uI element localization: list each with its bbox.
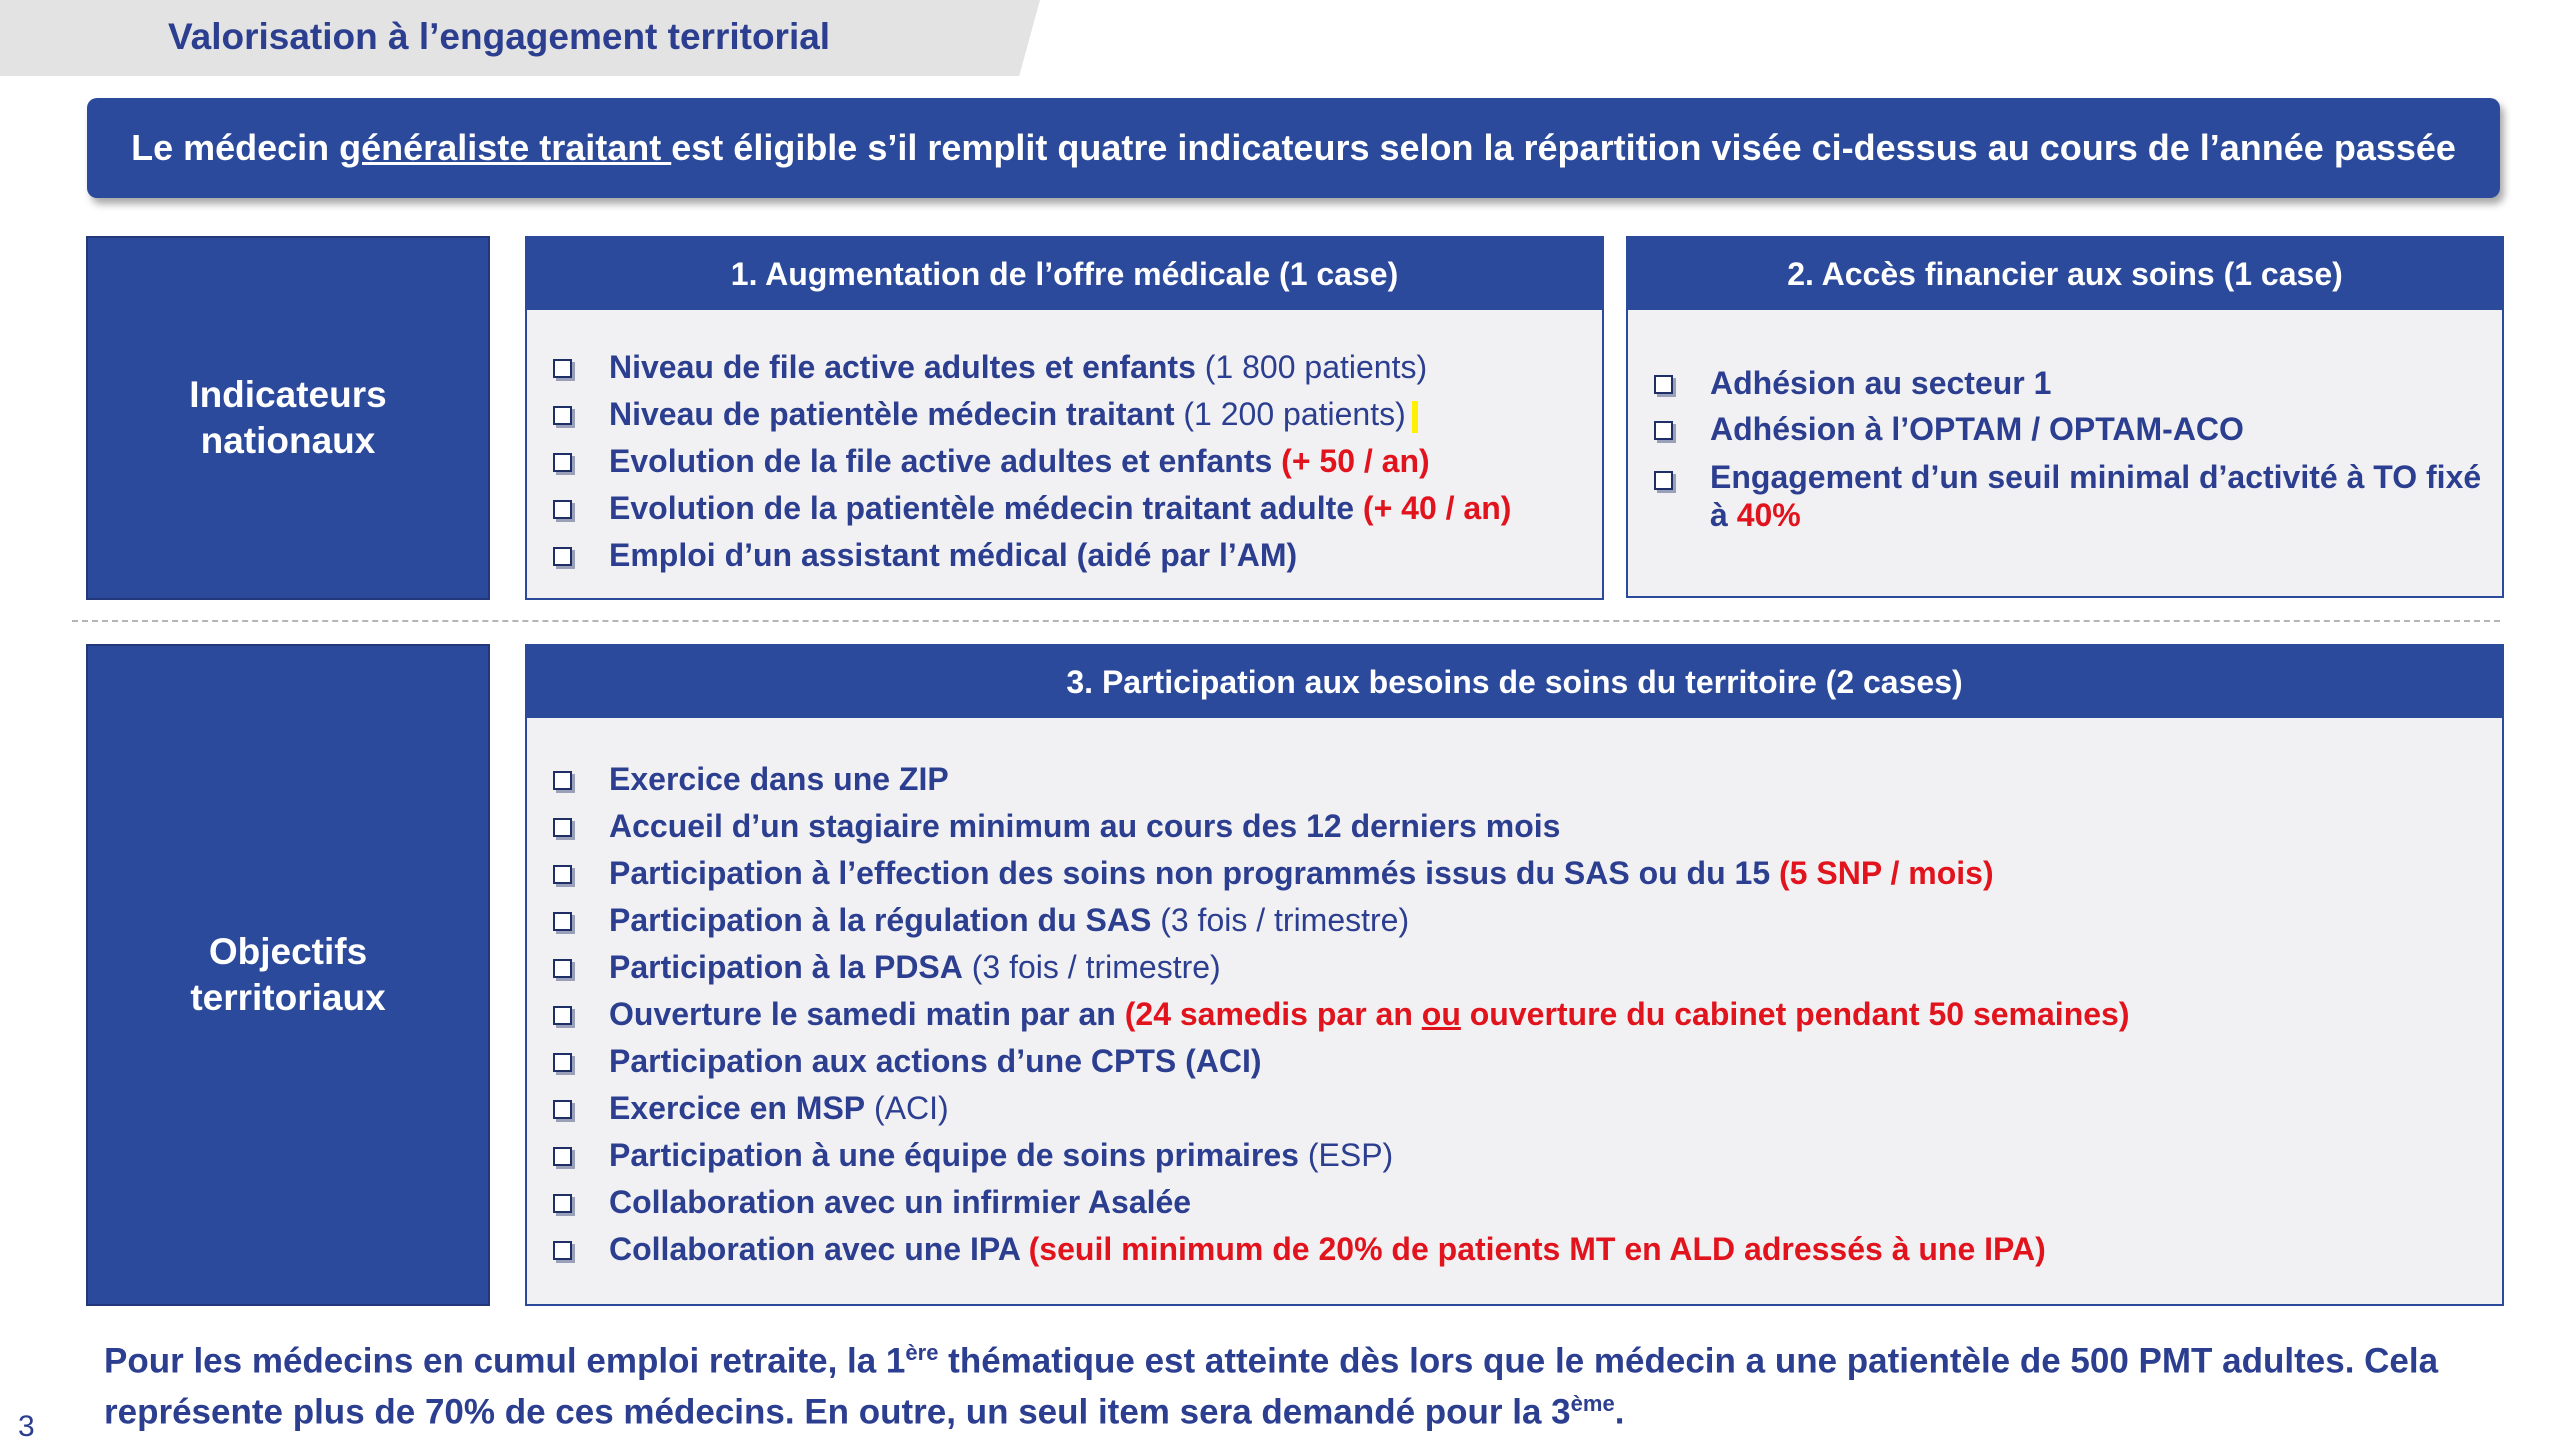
item-detail (1354, 490, 1363, 526)
checkbox-icon (1654, 421, 1673, 440)
checkbox-icon (553, 500, 572, 519)
item-highlight: (+ 50 / an) (1281, 443, 1430, 479)
checkbox-icon (553, 1147, 572, 1166)
item-label: Niveau de patientèle médecin traitant (609, 396, 1175, 432)
item-detail: (1 200 patients) (1174, 396, 1406, 432)
item-highlight: (5 SNP / mois) (1779, 855, 1994, 891)
checklist-item (549, 1226, 2482, 1273)
item-label: Collaboration avec une IPA (609, 1231, 1029, 1267)
checkbox-icon (553, 453, 572, 472)
item-highlight: (24 samedis par an (1124, 996, 1422, 1032)
checklist-item (549, 897, 2482, 944)
checkbox-icon (553, 1194, 572, 1213)
item-label: Adhésion au secteur 1 (1710, 365, 2052, 401)
checkbox-icon (553, 1053, 572, 1072)
checkbox-icon (553, 1100, 572, 1119)
panel-offre-medicale (525, 236, 1604, 600)
checkbox-icon (553, 818, 572, 837)
item-label: Niveau de file active adultes et enfants (609, 349, 1196, 385)
footnote-superscript: ère (905, 1340, 939, 1365)
panel-item-list (1650, 360, 2482, 534)
side-label-territoriaux (86, 644, 490, 1306)
item-label: Evolution de la patientèle médecin traitant adulte (609, 490, 1355, 526)
checkbox-icon (553, 771, 572, 790)
item-highlight: 40% (1736, 497, 1801, 533)
panel-item-list (549, 344, 1582, 579)
checkbox-icon (553, 912, 572, 931)
banner-text-underlined: généraliste traitant (339, 127, 672, 168)
item-label: Ouverture le samedi matin par an (609, 996, 1125, 1032)
checklist-item (549, 1179, 2482, 1226)
item-label: Participation à la régulation du SAS (609, 902, 1152, 938)
footnote (104, 1332, 2504, 1433)
item-highlight: ouverture du cabinet pendant 50 semaines) (1460, 996, 2130, 1032)
checkbox-icon (553, 547, 572, 566)
item-label: Participation à l’effection des soins non programmés issus du SAS ou du 15 (609, 855, 1780, 891)
footnote-text: thématique est atteinte dès lors que le médecin a une patientèle de 500 PMT adultes. Cela représente plus de 70% de ces médecins. En outre, un seul item sera demandé pour la 3 (104, 1341, 2439, 1432)
item-detail: (3 fois / trimestre) (1151, 902, 1410, 938)
footnote-text: Pour les médecins en cumul emploi retraite, la 1 (104, 1341, 906, 1381)
item-label: Exercice dans une ZIP (609, 761, 949, 797)
banner-text-part1: Le médecin (131, 127, 340, 168)
side-label-line: nationaux (200, 420, 376, 461)
panel-title: 1. Augmentation de l’offre médicale (1 case) (527, 238, 1602, 310)
section-separator (72, 620, 2500, 622)
checklist-item (549, 756, 2482, 803)
item-label: Evolution de la file active adultes et enfants (609, 443, 1273, 479)
checklist-item (1650, 452, 2482, 534)
checkbox-icon (553, 1006, 572, 1025)
banner-text-part2: est éligible s’il remplit quatre indicateurs selon la répartition visée ci-dessus au cours de l’année passée (671, 127, 2456, 168)
checkbox-icon (553, 359, 572, 378)
checklist-item (1650, 406, 2482, 452)
checkbox-icon (553, 406, 572, 425)
item-label: Engagement d’un seuil minimal d’activité à TO fixé à (1710, 459, 2482, 533)
checkbox-icon (553, 1241, 572, 1260)
item-label: Emploi d’un assistant médical (aidé par l’AM) (609, 537, 1298, 573)
item-detail: (ACI) (865, 1090, 949, 1126)
side-label-line: Indicateurs (189, 374, 387, 415)
side-label-line: Objectifs (208, 931, 368, 972)
checklist-item (549, 1085, 2482, 1132)
eligibility-banner (87, 98, 2500, 198)
footnote-text: . (1614, 1392, 1625, 1432)
item-label: Exercice en MSP (609, 1090, 866, 1126)
checklist-item (549, 438, 1582, 485)
item-label: Participation à une équipe de soins primaires (609, 1137, 1299, 1173)
item-label: Accueil d’un stagiaire minimum au cours des 12 derniers mois (609, 808, 1561, 844)
item-highlight: (seuil minimum de 20% de patients MT en ALD adressés à une IPA) (1028, 1231, 2046, 1267)
side-label-nationaux (86, 236, 490, 600)
item-detail: (3 fois / trimestre) (962, 949, 1221, 985)
checkbox-icon (1654, 375, 1673, 394)
panel-title: 3. Participation aux besoins de soins du territoire (2 cases) (527, 646, 2502, 718)
checklist-item (549, 991, 2482, 1038)
panel-besoins-territoire (525, 644, 2504, 1306)
panel-acces-financier (1626, 236, 2504, 598)
page-title: Valorisation à l’engagement territorial (168, 16, 831, 57)
checklist-item (549, 850, 2482, 897)
side-label-line: territoriaux (190, 977, 386, 1018)
item-highlight: (+ 40 / an) (1362, 490, 1512, 526)
banner-text (131, 125, 2456, 171)
item-label: Collaboration avec un infirmier Asalée (609, 1184, 1192, 1220)
item-label: Adhésion à l’OPTAM / OPTAM-ACO (1710, 411, 2244, 447)
panel-title: 2. Accès financier aux soins (1 case) (1628, 238, 2502, 310)
checklist-item (1650, 360, 2482, 406)
item-label: Participation à la PDSA (609, 949, 963, 985)
footnote-superscript: ème (1570, 1390, 1615, 1416)
checklist-item (549, 1038, 2482, 1085)
checklist-item (549, 485, 1582, 532)
checklist-item (549, 344, 1582, 391)
highlight-marker (1412, 401, 1418, 433)
page-number: 3 (18, 1410, 35, 1443)
item-detail (1272, 443, 1281, 479)
checklist-item (549, 532, 1582, 579)
item-label: Participation aux actions d’une CPTS (ACI) (609, 1043, 1262, 1079)
checkbox-icon (1654, 471, 1673, 490)
item-detail: (1 800 patients) (1195, 349, 1428, 385)
checklist-item (549, 1132, 2482, 1179)
item-detail: (ESP) (1298, 1137, 1394, 1173)
checklist-item (549, 391, 1582, 438)
checkbox-icon (553, 865, 572, 884)
checklist-item (549, 944, 2482, 991)
item-highlight-underlined: ou (1421, 996, 1461, 1032)
checkbox-icon (553, 959, 572, 978)
panel-item-list (549, 756, 2482, 1273)
checklist-item (549, 803, 2482, 850)
